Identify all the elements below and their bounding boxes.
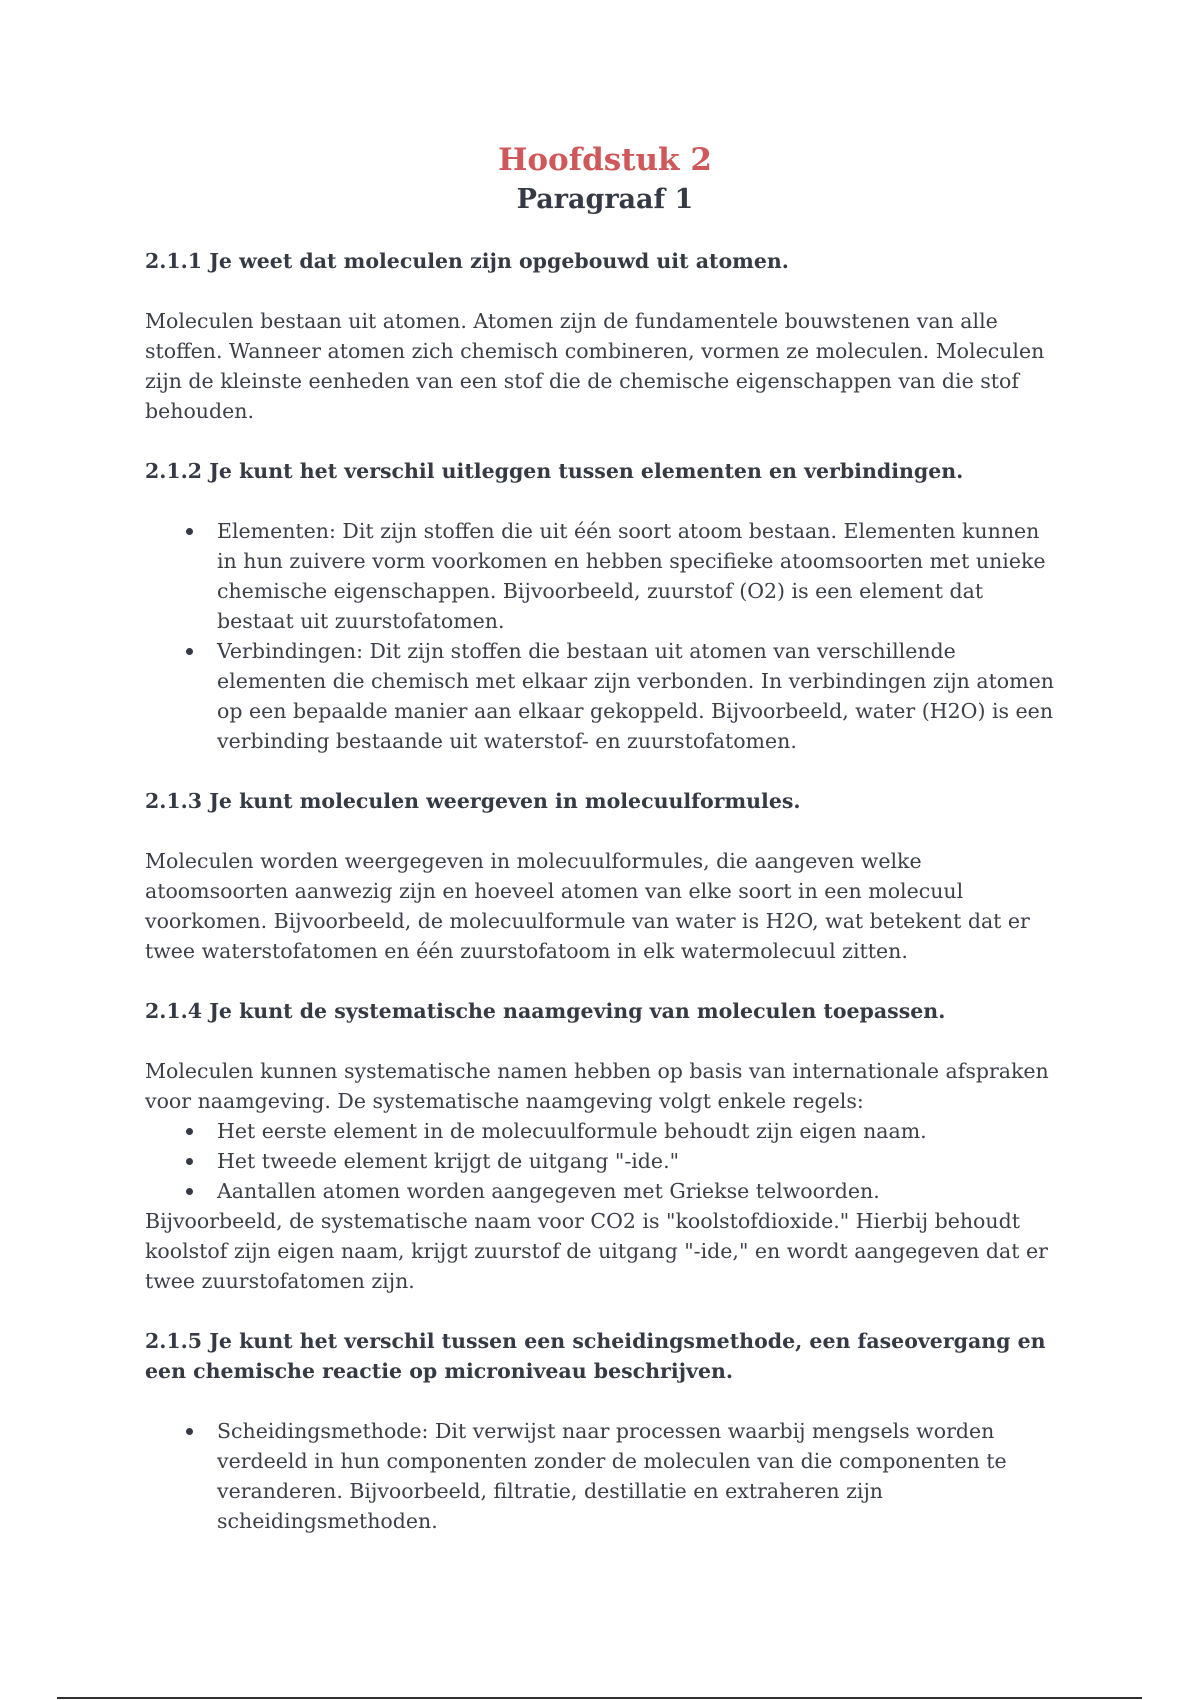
objective-heading: 2.1.5 Je kunt het verschil tussen een scheidingsmethode, een faseovergang en een chemische reactie op microniveau beschrijven. xyxy=(145,1329,1046,1383)
list-item: Aantallen atomen worden aangegeven met Griekse telwoorden. xyxy=(217,1176,1065,1206)
objective-2-1-2 xyxy=(145,456,1065,756)
objective-paragraph: Moleculen bestaan uit atomen. Atomen zijn de fundamentele bouwstenen van alle stoffen. Wanneer atomen zich chemisch combineren, vormen ze moleculen. Moleculen zijn de kleinste eenheden van een stof die de chemische eigenschappen van die stof behouden. xyxy=(145,309,1045,423)
objective-2-1-4 xyxy=(145,996,1065,1296)
objective-2-1-1 xyxy=(145,246,1065,426)
section-title: Paragraaf 1 xyxy=(516,184,694,215)
bullet-list xyxy=(145,516,1065,756)
list-item: Scheidingsmethode: Dit verwijst naar processen waarbij mengsels worden verdeeld in hun componenten zonder de moleculen van die componenten te veranderen. Bijvoorbeeld, filtratie, destillatie en extraheren zijn scheidingsmethoden. xyxy=(217,1416,1065,1536)
objective-paragraph: Moleculen worden weergegeven in molecuulformules, die aangeven welke atoomsoorten aanwezig zijn en hoeveel atomen van elke soort in een molecuul voorkomen. Bijvoorbeeld, de molecuulformule van water is H2O, wat betekent dat er twee waterstofatomen en één zuurstofatoom in elk watermolecuul zitten. xyxy=(145,849,1030,963)
objective-intro: Moleculen kunnen systematische namen hebben op basis van internationale afspraken voor naamgeving. De systematische naamgeving volgt enkele regels: xyxy=(145,1059,1049,1113)
list-item: Verbindingen: Dit zijn stoffen die bestaan uit atomen van verschillende elementen die chemisch met elkaar zijn verbonden. In verbindingen zijn atomen op een bepaalde manier aan elkaar gekoppeld. Bijvoorbeeld, water (H2O) is een verbinding bestaande uit waterstof- en zuurstofatomen. xyxy=(217,636,1065,756)
objective-2-1-3 xyxy=(145,786,1065,966)
footer-divider xyxy=(57,1697,1142,1699)
objective-2-1-5 xyxy=(145,1326,1065,1536)
bullet-list xyxy=(145,1416,1065,1536)
list-item: Elementen: Dit zijn stoffen die uit één soort atoom bestaan. Elementen kunnen in hun zuivere vorm voorkomen en hebben specifieke atoomsoorten met unieke chemische eigenschappen. Bijvoorbeeld, zuurstof (O2) is een element dat bestaat uit zuurstofatomen. xyxy=(217,516,1065,636)
objective-heading: 2.1.4 Je kunt de systematische naamgeving van moleculen toepassen. xyxy=(145,999,946,1023)
objective-heading: 2.1.2 Je kunt het verschil uitleggen tussen elementen en verbindingen. xyxy=(145,459,964,483)
list-item: Het eerste element in de molecuulformule behoudt zijn eigen naam. xyxy=(217,1116,1065,1146)
objective-heading: 2.1.3 Je kunt moleculen weergeven in molecuulformules. xyxy=(145,789,801,813)
list-item: Het tweede element krijgt de uitgang "-ide." xyxy=(217,1146,1065,1176)
bullet-list xyxy=(145,1116,1065,1206)
document-page xyxy=(145,140,1065,1566)
objective-outro: Bijvoorbeeld, de systematische naam voor CO2 is "koolstofdioxide." Hierbij behoudt koolstof zijn eigen naam, krijgt zuurstof de uitgang "-ide," en wordt aangegeven dat er twee zuurstofatomen zijn. xyxy=(145,1209,1048,1293)
objective-heading: 2.1.1 Je weet dat moleculen zijn opgebouwd uit atomen. xyxy=(145,249,789,273)
chapter-title: Hoofdstuk 2 xyxy=(498,142,712,178)
